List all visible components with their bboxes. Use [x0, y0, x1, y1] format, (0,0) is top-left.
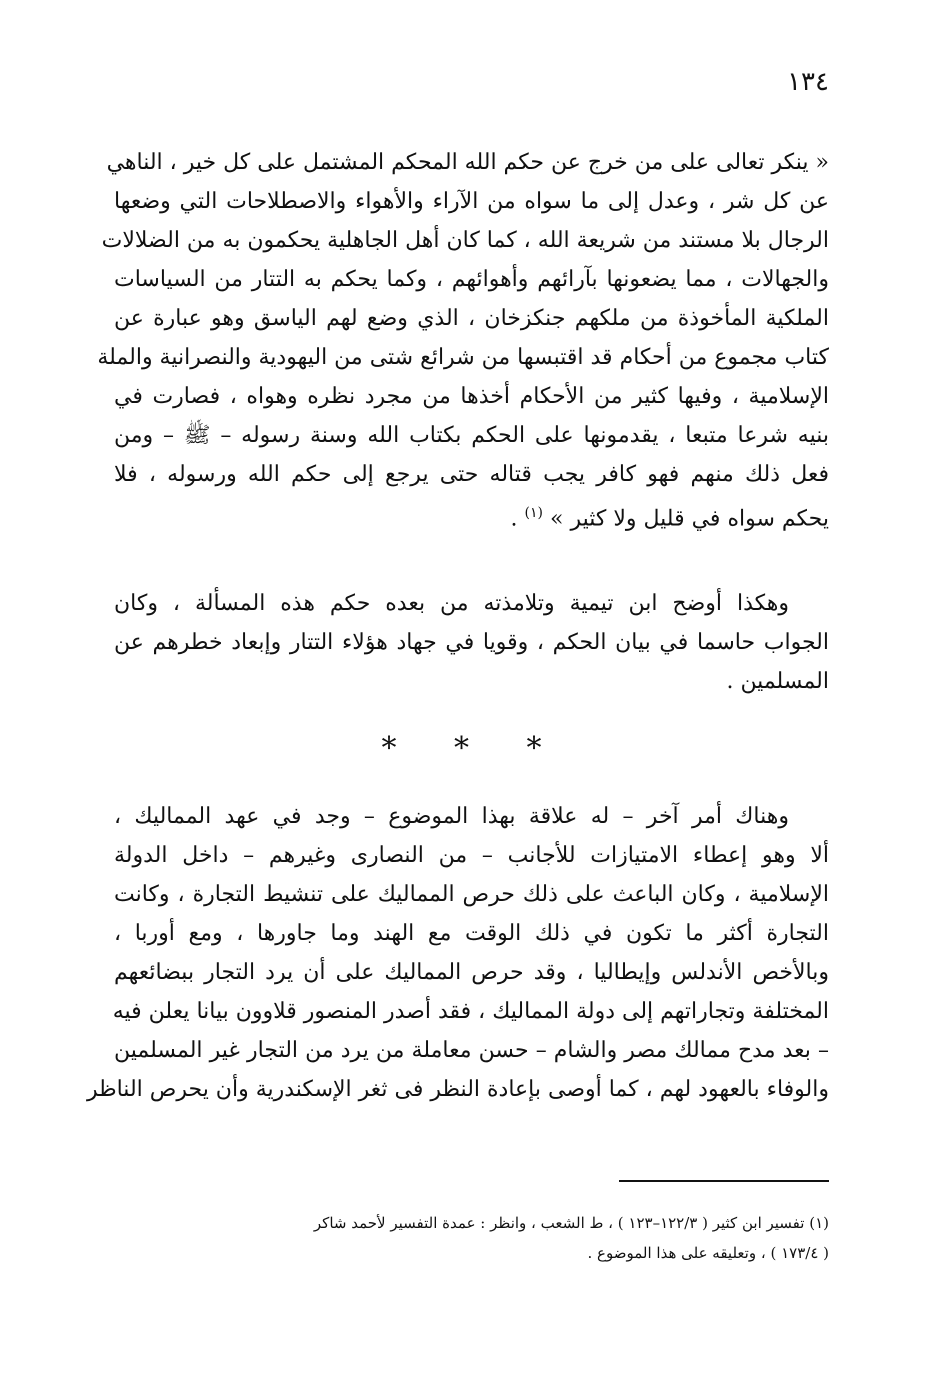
text-line: وهناك أمر آخر – له علاقة بهذا الموضوع – وجد في عهد المماليك ، [114, 804, 789, 829]
text-line: الرجال بلا مستند من شريعة الله ، كما كان أهل الجاهلية يحكمون به من الضلالات [101, 228, 829, 253]
page-number: ١٣٤ [787, 67, 829, 97]
text-line-content: يحكم سواه في قليل ولا كثير » [550, 506, 829, 532]
text-line: عن كل شر ، وعدل إلى ما سواه من الآراء والأهواء والاصطلاحات التي وضعها [114, 189, 829, 214]
text-line: وهكذا أوضح ابن تيمية وتلامذته من بعده حكم هذه المسألة ، وكان [114, 591, 789, 616]
footnote-divider [619, 1180, 829, 1182]
text-line: وبالأخص الأندلس وإيطاليا ، وقد حرص المماليك على أن يرد التجار ببضائعهم [114, 960, 829, 985]
text-line: التجارة أكثر ما تكون في ذلك الوقت مع الهند وما جاورها ، ومع أوربا ، [114, 921, 829, 946]
text-line: بنيه شرعا متبعا ، يقدمونها على الحكم بكتاب الله وسنة رسوله – ﷺ – ومن [114, 423, 829, 448]
text-line: « ينكر تعالى على من خرج عن حكم الله المحكم المشتمل على كل خير ، الناهي [106, 150, 829, 175]
text-line: والوفاء بالعهود لهم ، كما أوصى بإعادة النظر فى ثغر الإسكندرية وأن يحرص الناظر [86, 1077, 829, 1102]
section-separator: * * * [381, 731, 566, 766]
text-line: الجواب حاسما في بيان الحكم ، وقويا في جهاد هؤلاء التتار وإبعاد خطرهم عن [114, 630, 829, 655]
text-line: ألا وهو إعطاء الامتيازات للأجانب – من النصارى وغيرهم – داخل الدولة [114, 843, 829, 868]
body-paragraph [114, 584, 829, 701]
text-line: كتاب مجموع من أحكام قد اقتبسها من شرائع شتى من اليهودية والنصرانية والملة [97, 345, 829, 370]
text-line: المختلفة وتجاراتهم إلى دولة المماليك ، فقد أصدر المنصور قلاوون بيانا يعلن فيه [112, 999, 829, 1024]
text-line: الإسلامية ، وكان الباعث على ذلك حرص المماليك على تنشيط التجارة ، وكانت [114, 882, 829, 907]
footnote-reference: (١) [524, 505, 543, 521]
text-line: الإسلامية ، وفيها كثير من الأحكام أخذها من مجرد نظره وهواه ، فصارت في [114, 384, 829, 409]
body-paragraph [86, 797, 829, 1109]
text-line: والجهالات ، مما يضعونها بآرائهم وأهوائهم ، وكما يحكم به التتار من السياسات [114, 267, 829, 292]
quotation-paragraph [97, 143, 829, 533]
text-line: الملكية المأخوذة من ملكهم جنكزخان ، الذي وضع لهم الياسق وهو عبارة عن [114, 306, 829, 331]
text-line: – بعد مدح ممالك مصر والشام – حسن معاملة من يرد من التجار غير المسلمين [114, 1038, 829, 1063]
sentence-end: . [510, 506, 525, 532]
text-line-last [114, 494, 829, 533]
text-line-last: المسلمين . [726, 669, 829, 694]
text-line: فعل ذلك منهم فهو كافر يجب قتاله حتى يرجع إلى حكم الله ورسوله ، فلا [114, 462, 829, 487]
footnote [114, 1208, 829, 1268]
footnote-line: (١) تفسير ابن كثير ( ١٢٢/٣–١٢٣ ) ، ط الشعب ، وانظر : عمدة التفسير لأحمد شاكر [313, 1214, 829, 1232]
footnote-line: ( ١٧٣/٤ ) ، وتعليقه على هذا الموضوع . [587, 1244, 829, 1262]
